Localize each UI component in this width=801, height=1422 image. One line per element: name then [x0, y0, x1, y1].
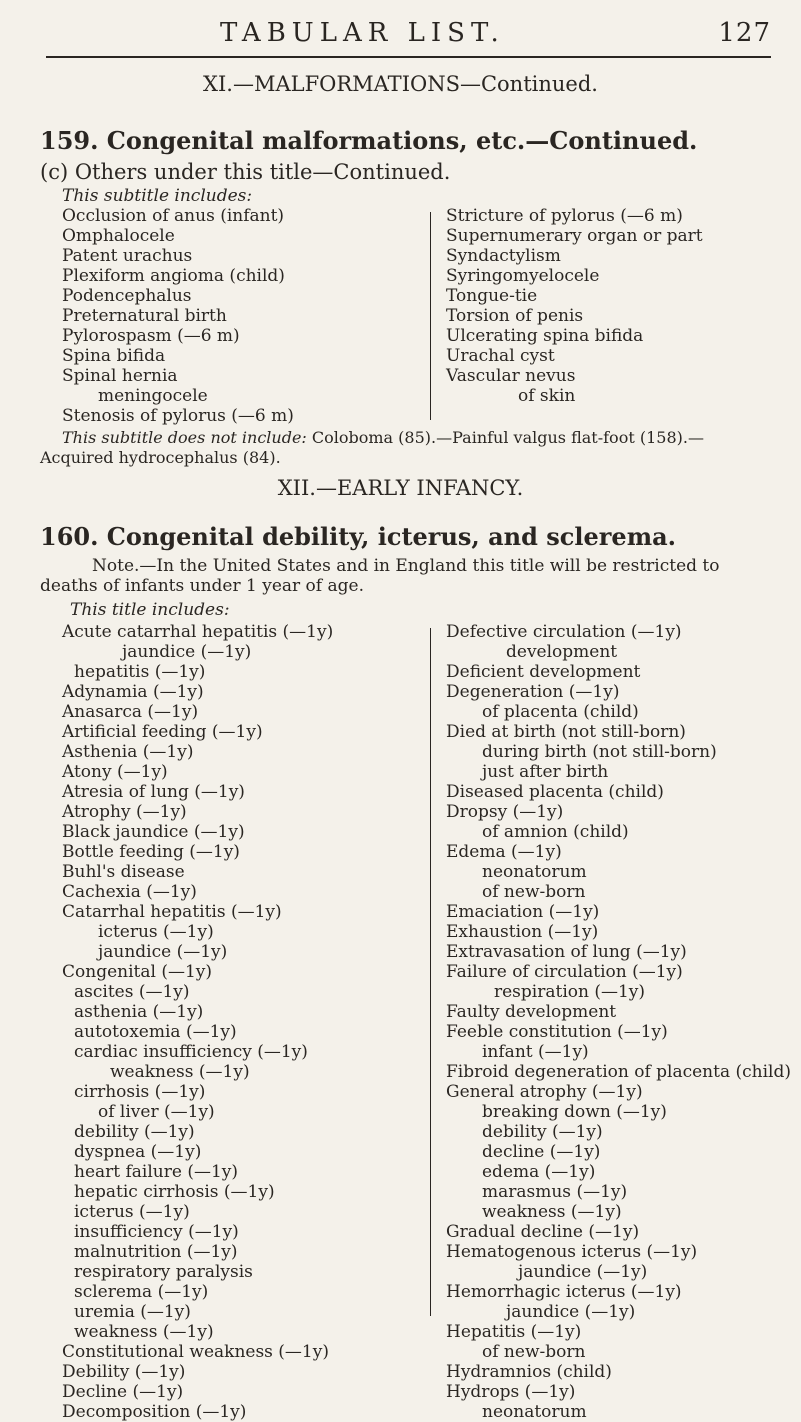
list-item: Vascular nevus — [446, 366, 576, 386]
header-rule — [46, 56, 771, 58]
list-item: Anasarca (—1y) — [62, 702, 199, 722]
list-item: jaundice (—1y) — [122, 642, 252, 662]
running-head-title: TABULAR LIST. — [220, 18, 505, 48]
list-item: respiratory paralysis — [74, 1262, 253, 1282]
section-heading-xi: XI.—MALFORMATIONS—Continued. — [203, 72, 598, 96]
list-item: Omphalocele — [62, 226, 175, 246]
list-item: Gradual decline (—1y) — [446, 1222, 640, 1242]
list-item: Ulcerating spina bifida — [446, 326, 644, 346]
list-item: Exhaustion (—1y) — [446, 922, 599, 942]
list-item — [446, 406, 786, 426]
list-item: Podencephalus — [62, 286, 192, 306]
list-item: Hydramnios (child) — [446, 1362, 612, 1382]
list-item: Syringomyelocele — [446, 266, 600, 286]
list-item: Urachal cyst — [446, 346, 555, 366]
list-item: Diseased placenta (child) — [446, 782, 664, 802]
includes-label-159: This subtitle includes: — [62, 186, 253, 206]
entry-heading-160: 160. Congenital debility, icterus, and sclerema. — [40, 522, 676, 551]
list-item: Dropsy (—1y) — [446, 802, 564, 822]
list-item: Emaciation (—1y) — [446, 902, 600, 922]
list-item: Stenosis of pylorus (—6 m) — [62, 406, 294, 426]
list-item: during birth (not still-born) — [482, 742, 717, 762]
list-item: Plexiform angioma (child) — [62, 266, 285, 286]
list-item: neonatorum — [482, 862, 587, 882]
list-item: Atresia of lung (—1y) — [62, 782, 245, 802]
list-item: Decline (—1y) — [62, 1382, 184, 1402]
list-item: of liver (—1y) — [98, 1102, 215, 1122]
list-item: Bottle feeding (—1y) — [62, 842, 240, 862]
list-item: just after birth — [482, 762, 609, 782]
list-item: meningocele — [98, 386, 208, 406]
page-number: 127 — [718, 18, 771, 48]
includes-right-column-160 — [446, 622, 796, 1422]
list-item: autotoxemia (—1y) — [74, 1022, 237, 1042]
list-item: Deficient development — [446, 662, 641, 682]
list-item: Syndactylism — [446, 246, 561, 266]
list-item: jaundice (—1y) — [518, 1262, 648, 1282]
includes-right-column-159 — [446, 206, 786, 426]
list-item: breaking down (—1y) — [482, 1102, 667, 1122]
list-item: Artificial feeding (—1y) — [62, 722, 263, 742]
list-item: sclerema (—1y) — [74, 1282, 209, 1302]
list-item: General atrophy (—1y) — [446, 1082, 643, 1102]
list-item: icterus (—1y) — [74, 1202, 190, 1222]
list-item: cardiac insufficiency (—1y) — [74, 1042, 308, 1062]
list-item: of new-born — [482, 882, 586, 902]
list-item: malnutrition (—1y) — [74, 1242, 238, 1262]
list-item: weakness (—1y) — [74, 1322, 214, 1342]
list-item: Hydrops (—1y) — [446, 1382, 576, 1402]
list-item: Tongue-tie — [446, 286, 538, 306]
list-item: jaundice (—1y) — [98, 942, 228, 962]
list-item: Spina bifida — [62, 346, 166, 366]
includes-label-160: This title includes: — [70, 600, 230, 620]
list-item: debility (—1y) — [74, 1122, 195, 1142]
list-item: Torsion of penis — [446, 306, 584, 326]
list-item: Hematogenous icterus (—1y) — [446, 1242, 698, 1262]
list-item: Degeneration (—1y) — [446, 682, 620, 702]
list-item: Buhl's disease — [62, 862, 185, 882]
list-item: weakness (—1y) — [110, 1062, 250, 1082]
list-item: hepatitis (—1y) — [74, 662, 206, 682]
list-item: ascites (—1y) — [74, 982, 190, 1002]
list-item: Stricture of pylorus (—6 m) — [446, 206, 683, 226]
list-item: Spinal hernia — [62, 366, 178, 386]
list-item: of new-born — [482, 1342, 586, 1362]
list-item: of placenta (child) — [482, 702, 639, 722]
list-item: icterus (—1y) — [98, 922, 214, 942]
list-item: Supernumerary organ or part — [446, 226, 703, 246]
list-item: neonatorum — [482, 1402, 587, 1422]
list-item: respiration (—1y) — [494, 982, 646, 1002]
exclusion-label: This subtitle does not include: — [62, 428, 307, 447]
list-item: of amnion (child) — [482, 822, 629, 842]
list-item: edema (—1y) — [482, 1162, 596, 1182]
list-item: infant (—1y) — [482, 1042, 589, 1062]
list-item: of skin — [518, 386, 576, 406]
list-item: Edema (—1y) — [446, 842, 562, 862]
list-item: Adynamia (—1y) — [62, 682, 204, 702]
list-item: Extravasation of lung (—1y) — [446, 942, 687, 962]
running-head — [220, 18, 771, 48]
list-item: Occlusion of anus (infant) — [62, 206, 285, 226]
section-heading-xii: XII.—EARLY INFANCY. — [277, 476, 524, 500]
list-item: uremia (—1y) — [74, 1302, 191, 1322]
list-item: Preternatural birth — [62, 306, 227, 326]
list-item: Faulty development — [446, 1002, 617, 1022]
list-item: Debility (—1y) — [62, 1362, 186, 1382]
list-item: heart failure (—1y) — [74, 1162, 239, 1182]
list-item: marasmus (—1y) — [482, 1182, 628, 1202]
list-item: weakness (—1y) — [482, 1202, 622, 1222]
column-divider — [430, 628, 431, 1316]
list-item: Constitutional weakness (—1y) — [62, 1342, 329, 1362]
includes-left-column-160 — [62, 622, 422, 1422]
exclusion-text: Coloboma (85).—Painful valgus flat-foot (158).—Acquired hydrocephalus (84). — [40, 428, 704, 467]
list-item: cirrhosis (—1y) — [74, 1082, 206, 1102]
list-item: Cachexia (—1y) — [62, 882, 197, 902]
list-item: hepatic cirrhosis (—1y) — [74, 1182, 275, 1202]
list-item: Asthenia (—1y) — [62, 742, 194, 762]
list-item: Died at birth (not still-born) — [446, 722, 686, 742]
list-item: Congenital (—1y) — [62, 962, 213, 982]
list-item: Atrophy (—1y) — [62, 802, 187, 822]
list-item: Hemorrhagic icterus (—1y) — [446, 1282, 682, 1302]
list-item: Acute catarrhal hepatitis (—1y) — [62, 622, 334, 642]
list-item: decline (—1y) — [482, 1142, 601, 1162]
list-item: Patent urachus — [62, 246, 193, 266]
list-item: development — [506, 642, 618, 662]
includes-left-column-159 — [62, 206, 422, 426]
list-item: Black jaundice (—1y) — [62, 822, 245, 842]
exclusion-note-159 — [40, 428, 771, 468]
list-item: Fibroid degeneration of placenta (child) — [446, 1062, 791, 1082]
column-divider — [430, 212, 431, 420]
list-item: Failure of circulation (—1y) — [446, 962, 683, 982]
list-item: debility (—1y) — [482, 1122, 603, 1142]
list-item: jaundice (—1y) — [506, 1302, 636, 1322]
note-160: Note.—In the United States and in England this title will be restricted to deaths of infants under 1 year of age. — [40, 556, 720, 596]
list-item: Feeble constitution (—1y) — [446, 1022, 668, 1042]
list-item: Catarrhal hepatitis (—1y) — [62, 902, 282, 922]
list-item: asthenia (—1y) — [74, 1002, 204, 1022]
subtitle-heading-c: (c) Others under this title—Continued. — [40, 160, 451, 184]
list-item: Pylorospasm (—6 m) — [62, 326, 240, 346]
list-item: Decomposition (—1y) — [62, 1402, 247, 1422]
list-item: dyspnea (—1y) — [74, 1142, 202, 1162]
list-item: Defective circulation (—1y) — [446, 622, 682, 642]
list-item: insufficiency (—1y) — [74, 1222, 239, 1242]
list-item: Atony (—1y) — [62, 762, 168, 782]
entry-heading-159: 159. Congenital malformations, etc.—Continued. — [40, 126, 698, 155]
list-item: Hepatitis (—1y) — [446, 1322, 582, 1342]
